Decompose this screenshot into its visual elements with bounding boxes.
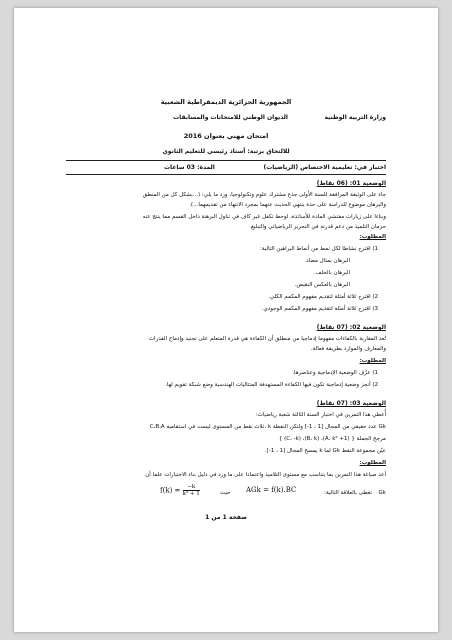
situation1-text-line: حرمان التلميذ من دعم قدرته في التحرير الرياضياتي والتبليغ. [249,224,386,230]
function-definition [160,484,200,497]
situation1-question: 3) اقترح ثلاثة أمثلة لتقديم مفهوم المكمم الوجودي. [261,306,378,312]
situation1-text-line: وبناءا على زيارات مفتشي المادة للأساتذة، لوحظ تكفل غير كاف في تناول البرهنة داخل القسم مما ينتج عنه [142,214,386,220]
situation1-question: 2) اقترح ثلاثة أمثلة لتقديم مفهوم المكمم الكلي. [268,294,378,300]
situation2-required: المطلوب: [359,358,386,364]
situation3-text-line: عيّن مجموعة النقط Gk لما k يمسح المجال [1 ، 1-]. [264,448,386,454]
situation1-text-line: جاء على الوثيقة المرافقة للسنة الأولى جذع مشترك علوم وتكنولوجيا، ورد ما يلي: (...بشكل كل من المنطق [142,192,386,198]
situation3-text-line: أُعطي هذا التمرين في اختبار السنة الثالثة شعبة رياضيات: [255,412,386,418]
situation3-text-line: مرجح الجملة { (A، k² +1)، (B، k)، (C، -k) } [278,436,386,442]
header-rule-bottom [66,174,386,175]
page-number: صفحة 1 من 1 [205,514,247,521]
situation2-text-line: تُعد المقاربة بالكفاءات مفهوما إدماجيا من منطلق أن الكفاءة هي قدرة المتعلم على تجنيد وإدماج القدرات [148,336,386,342]
proof-type-item: البرهان بمثال مضاد. [304,258,350,264]
situation3-formula-intro: تعطى بالعلاقة التالية: [324,490,372,496]
situation2-question: 2) أنجز وضعية إدماجية تكون فيها الكفاءة المستهدفة المتتاليات الهندسية وضع شبكة تقويم لها. [165,382,378,388]
exam-duration: المدة: 03 ساعات [164,164,215,171]
fraction-denominator: k² + 1 [182,491,200,497]
situation3-text-line: أعد صياغة هذا التمرين بما يتناسب مع مستوى التلاميذ واعتمادا على ما ورد في دليل بناء الاختبارات علما أن [145,472,386,478]
situation3-text-line: C،B،A ثلاث نقط من المستوى ليست في استقامية، k عدد حقيقي من المجال [1 ، 1-] ولتكن النقطة Gk [149,424,386,430]
situation2-question: 1) عرّف الوضعية الإدماجية وعناصرها. [292,370,378,376]
ministry-name: وزارة التربية الوطنية [324,114,386,121]
header-rule-top [66,160,386,161]
republic-title: الجمهورية الجزائرية الديمقراطية الشعبية [160,98,292,106]
function-fraction [183,484,200,497]
exam-subtitle: للالتحاق برتبة: أستاذ رئيسي للتعليم الثانوي [162,148,290,155]
situation1-text-line: والبرهان موضوع للدراسة على حدة ينتهي الحديث عنهما بمجرد الانتهاء من تقديمهما...). [189,202,386,208]
situation1-question: 1) اقترح نشاطا لكل نمط من أنماط البراهين التالية: [260,246,378,252]
situation3-title: الوضعية 03: (07 نقاط) [316,400,386,407]
situation3-required: المطلوب: [359,460,386,466]
proof-type-item: البرهان بالخلف. [314,270,350,276]
exam-title: امتحان مهني بعنوان 2016 [183,132,269,140]
situation2-text-line: والمعارف والموارد بطريقة فعالة. [310,346,386,352]
exam-office-name: الديوان الوطني للامتحانات والمسابقات [173,114,288,121]
situation1-required: المطلوب: [359,234,386,240]
exam-subject: اختبار في: تعليمية الاختصاص (الرياضيات) [263,164,386,171]
vector-relation: AGk = f(k).BC [246,486,297,494]
fraction-numerator: −k [183,484,200,491]
exam-page [14,8,438,632]
gk-symbol: Gk [378,490,386,496]
situation2-title: الوضعية 02: (07 نقاط) [316,324,386,331]
situation1-title: الوضعية 01: (06 نقاط) [316,180,386,187]
formula-where: حيث [220,490,231,496]
function-lhs: f(k) = [160,486,181,495]
proof-type-item: البرهان بالعكس النقيض. [294,282,350,288]
